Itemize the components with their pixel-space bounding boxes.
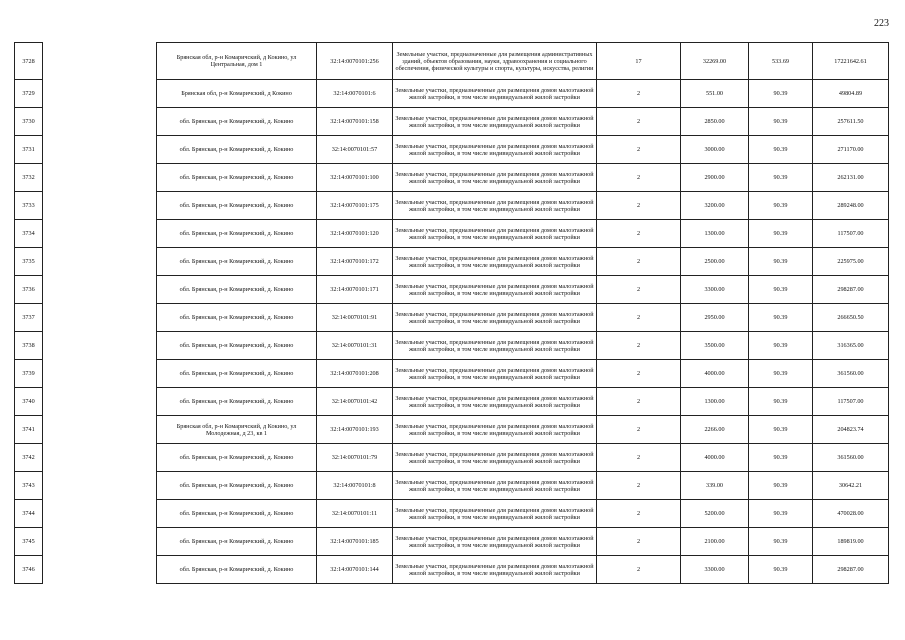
- cadastral-value-cell: 361560.00: [813, 360, 889, 388]
- address-cell: обл. Брянская, р-н Комаричский, д. Кокино: [157, 472, 317, 500]
- table-row: [15, 80, 889, 108]
- specific-value-cell: 90.39: [749, 192, 813, 220]
- cadastral-number-cell: 32:14:0070101:172: [317, 248, 393, 276]
- address-cell: обл. Брянская, р-н Комаричский, д. Кокино: [157, 500, 317, 528]
- use-group-cell: 17: [597, 43, 681, 80]
- cadastral-number-cell: 32:14:0070101:42: [317, 388, 393, 416]
- specific-value-cell: 90.39: [749, 276, 813, 304]
- cadastral-number-cell: 32:14:0070101:171: [317, 276, 393, 304]
- use-group-cell: 2: [597, 388, 681, 416]
- gap-cell: [43, 472, 157, 500]
- specific-value-cell: 90.39: [749, 248, 813, 276]
- use-group-cell: 2: [597, 472, 681, 500]
- table-body: [15, 43, 889, 584]
- row-number-cell: 3739: [15, 360, 43, 388]
- cadastral-value-cell: 257611.50: [813, 108, 889, 136]
- use-group-cell: 2: [597, 556, 681, 584]
- land-use-cell: Земельные участки, предназначенные для размещения домов малоэтажной жилой застройки, в том числе индивидуальной жилой застройки: [393, 444, 597, 472]
- area-cell: 339.00: [681, 472, 749, 500]
- land-use-cell: Земельные участки, предназначенные для размещения домов малоэтажной жилой застройки, в том числе индивидуальной жилой застройки: [393, 416, 597, 444]
- specific-value-cell: 90.39: [749, 500, 813, 528]
- table-row: [15, 416, 889, 444]
- row-number-cell: 3740: [15, 388, 43, 416]
- cadastral-number-cell: 32:14:0070101:175: [317, 192, 393, 220]
- specific-value-cell: 90.39: [749, 108, 813, 136]
- area-cell: 5200.00: [681, 500, 749, 528]
- area-cell: 2100.00: [681, 528, 749, 556]
- row-number-cell: 3728: [15, 43, 43, 80]
- cadastral-value-cell: 298287.00: [813, 276, 889, 304]
- gap-cell: [43, 360, 157, 388]
- specific-value-cell: 90.39: [749, 444, 813, 472]
- gap-cell: [43, 528, 157, 556]
- table-row: [15, 556, 889, 584]
- area-cell: 1300.00: [681, 220, 749, 248]
- gap-cell: [43, 444, 157, 472]
- cadastral-number-cell: 32:14:0070101:57: [317, 136, 393, 164]
- row-number-cell: 3731: [15, 136, 43, 164]
- row-number-cell: 3736: [15, 276, 43, 304]
- address-cell: обл. Брянская, р-н Комаричский, д. Кокино: [157, 136, 317, 164]
- address-cell: обл. Брянская, р-н Комаричский, д. Кокино: [157, 388, 317, 416]
- cadastral-value-cell: 271170.00: [813, 136, 889, 164]
- row-number-cell: 3730: [15, 108, 43, 136]
- cadastral-value-cell: 189819.00: [813, 528, 889, 556]
- address-cell: обл. Брянская, р-н Комаричский, д. Кокино: [157, 332, 317, 360]
- land-use-cell: Земельные участки, предназначенные для размещения домов малоэтажной жилой застройки, в том числе индивидуальной жилой застройки: [393, 528, 597, 556]
- address-cell: Брянская обл, р-н Комаричский, д Кокино: [157, 80, 317, 108]
- use-group-cell: 2: [597, 80, 681, 108]
- specific-value-cell: 90.39: [749, 164, 813, 192]
- area-cell: 3200.00: [681, 192, 749, 220]
- cadastral-value-cell: 225975.00: [813, 248, 889, 276]
- use-group-cell: 2: [597, 528, 681, 556]
- table-row: [15, 360, 889, 388]
- area-cell: 2500.00: [681, 248, 749, 276]
- table-row: [15, 192, 889, 220]
- table-row: [15, 276, 889, 304]
- land-use-cell: Земельные участки, предназначенные для размещения домов малоэтажной жилой застройки, в том числе индивидуальной жилой застройки: [393, 332, 597, 360]
- area-cell: 3300.00: [681, 276, 749, 304]
- land-use-cell: Земельные участки, предназначенные для размещения домов малоэтажной жилой застройки, в том числе индивидуальной жилой застройки: [393, 192, 597, 220]
- cadastral-value-cell: 117507.00: [813, 220, 889, 248]
- cadastral-number-cell: 32:14:0070101:31: [317, 332, 393, 360]
- use-group-cell: 2: [597, 332, 681, 360]
- cadastral-value-cell: 262131.00: [813, 164, 889, 192]
- land-use-cell: Земельные участки, предназначенные для размещения домов малоэтажной жилой застройки, в том числе индивидуальной жилой застройки: [393, 304, 597, 332]
- address-cell: обл. Брянская, р-н Комаричский, д. Кокино: [157, 444, 317, 472]
- cadastral-value-table: [14, 42, 889, 584]
- land-use-cell: Земельные участки, предназначенные для размещения домов малоэтажной жилой застройки, в том числе индивидуальной жилой застройки: [393, 164, 597, 192]
- address-cell: обл. Брянская, р-н Комаричский, д. Кокино: [157, 556, 317, 584]
- use-group-cell: 2: [597, 108, 681, 136]
- gap-cell: [43, 556, 157, 584]
- area-cell: 1300.00: [681, 388, 749, 416]
- gap-cell: [43, 220, 157, 248]
- land-use-cell: Земельные участки, предназначенные для размещения домов малоэтажной жилой застройки, в том числе индивидуальной жилой застройки: [393, 248, 597, 276]
- row-number-cell: 3737: [15, 304, 43, 332]
- specific-value-cell: 90.39: [749, 388, 813, 416]
- table-row: [15, 164, 889, 192]
- row-number-cell: 3743: [15, 472, 43, 500]
- cadastral-value-cell: 17221642.61: [813, 43, 889, 80]
- cadastral-number-cell: 32:14:0070101:193: [317, 416, 393, 444]
- specific-value-cell: 533.69: [749, 43, 813, 80]
- table-row: [15, 332, 889, 360]
- cadastral-number-cell: 32:14:0070101:144: [317, 556, 393, 584]
- gap-cell: [43, 192, 157, 220]
- specific-value-cell: 90.39: [749, 360, 813, 388]
- use-group-cell: 2: [597, 360, 681, 388]
- cadastral-number-cell: 32:14:0070101:120: [317, 220, 393, 248]
- use-group-cell: 2: [597, 136, 681, 164]
- land-use-cell: Земельные участки, предназначенные для размещения домов малоэтажной жилой застройки, в том числе индивидуальной жилой застройки: [393, 556, 597, 584]
- cadastral-number-cell: 32:14:0070101:158: [317, 108, 393, 136]
- specific-value-cell: 90.39: [749, 136, 813, 164]
- land-use-cell: Земельные участки, предназначенные для размещения домов малоэтажной жилой застройки, в том числе индивидуальной жилой застройки: [393, 220, 597, 248]
- row-number-cell: 3746: [15, 556, 43, 584]
- address-cell: обл. Брянская, р-н Комаричский, д. Кокино: [157, 108, 317, 136]
- use-group-cell: 2: [597, 276, 681, 304]
- use-group-cell: 2: [597, 220, 681, 248]
- area-cell: 4000.00: [681, 360, 749, 388]
- row-number-cell: 3733: [15, 192, 43, 220]
- gap-cell: [43, 136, 157, 164]
- land-use-cell: Земельные участки, предназначенные для размещения домов малоэтажной жилой застройки, в том числе индивидуальной жилой застройки: [393, 388, 597, 416]
- cadastral-number-cell: 32:14:0070101:79: [317, 444, 393, 472]
- specific-value-cell: 90.39: [749, 304, 813, 332]
- gap-cell: [43, 304, 157, 332]
- cadastral-number-cell: 32:14:0070101:11: [317, 500, 393, 528]
- cadastral-value-cell: 117507.00: [813, 388, 889, 416]
- address-cell: обл. Брянская, р-н Комаричский, д. Кокино: [157, 164, 317, 192]
- table-row: [15, 108, 889, 136]
- land-use-cell: Земельные участки, предназначенные для размещения административных зданий, объектов образования, науки, здравоохранения и социального обеспечения, физической культуры и спорта, культуры, искусства, религии: [393, 43, 597, 80]
- row-number-cell: 3742: [15, 444, 43, 472]
- table-row: [15, 248, 889, 276]
- use-group-cell: 2: [597, 192, 681, 220]
- cadastral-number-cell: 32:14:0070101:91: [317, 304, 393, 332]
- specific-value-cell: 90.39: [749, 556, 813, 584]
- specific-value-cell: 90.39: [749, 332, 813, 360]
- table-row: [15, 43, 889, 80]
- address-cell: обл. Брянская, р-н Комаричский, д. Кокино: [157, 276, 317, 304]
- row-number-cell: 3745: [15, 528, 43, 556]
- address-cell: обл. Брянская, р-н Комаричский, д. Кокино: [157, 192, 317, 220]
- use-group-cell: 2: [597, 248, 681, 276]
- area-cell: 2850.00: [681, 108, 749, 136]
- specific-value-cell: 90.39: [749, 80, 813, 108]
- area-cell: 2900.00: [681, 164, 749, 192]
- cadastral-value-cell: 266650.50: [813, 304, 889, 332]
- cadastral-value-cell: 204823.74: [813, 416, 889, 444]
- gap-cell: [43, 164, 157, 192]
- cadastral-value-cell: 289248.00: [813, 192, 889, 220]
- area-cell: 3500.00: [681, 332, 749, 360]
- row-number-cell: 3735: [15, 248, 43, 276]
- use-group-cell: 2: [597, 304, 681, 332]
- row-number-cell: 3744: [15, 500, 43, 528]
- area-cell: 3300.00: [681, 556, 749, 584]
- table-row: [15, 444, 889, 472]
- cadastral-value-cell: 30642.21: [813, 472, 889, 500]
- land-use-cell: Земельные участки, предназначенные для размещения домов малоэтажной жилой застройки, в том числе индивидуальной жилой застройки: [393, 500, 597, 528]
- row-number-cell: 3732: [15, 164, 43, 192]
- row-number-cell: 3734: [15, 220, 43, 248]
- cadastral-value-cell: 316365.00: [813, 332, 889, 360]
- area-cell: 3000.00: [681, 136, 749, 164]
- specific-value-cell: 90.39: [749, 528, 813, 556]
- specific-value-cell: 90.39: [749, 416, 813, 444]
- row-number-cell: 3729: [15, 80, 43, 108]
- address-cell: обл. Брянская, р-н Комаричский, д. Кокино: [157, 360, 317, 388]
- table-row: [15, 220, 889, 248]
- gap-cell: [43, 276, 157, 304]
- cadastral-number-cell: 32:14:0070101:100: [317, 164, 393, 192]
- land-use-cell: Земельные участки, предназначенные для размещения домов малоэтажной жилой застройки, в том числе индивидуальной жилой застройки: [393, 80, 597, 108]
- address-cell: обл. Брянская, р-н Комаричский, д. Кокино: [157, 528, 317, 556]
- address-cell: Брянская обл, р-н Комаричский, д Кокино, ул Центральная, дом 1: [157, 43, 317, 80]
- address-cell: обл. Брянская, р-н Комаричский, д. Кокино: [157, 220, 317, 248]
- page-number: 223: [874, 18, 889, 29]
- cadastral-number-cell: 32:14:0070101:185: [317, 528, 393, 556]
- row-number-cell: 3738: [15, 332, 43, 360]
- gap-cell: [43, 248, 157, 276]
- table-row: [15, 136, 889, 164]
- cadastral-value-cell: 361560.00: [813, 444, 889, 472]
- cadastral-number-cell: 32:14:0070101:8: [317, 472, 393, 500]
- table-row: [15, 388, 889, 416]
- cadastral-number-cell: 32:14:0070101:6: [317, 80, 393, 108]
- use-group-cell: 2: [597, 416, 681, 444]
- table-row: [15, 472, 889, 500]
- area-cell: 2266.00: [681, 416, 749, 444]
- cadastral-value-cell: 298287.00: [813, 556, 889, 584]
- land-use-cell: Земельные участки, предназначенные для размещения домов малоэтажной жилой застройки, в том числе индивидуальной жилой застройки: [393, 276, 597, 304]
- gap-cell: [43, 108, 157, 136]
- table-row: [15, 304, 889, 332]
- land-use-cell: Земельные участки, предназначенные для размещения домов малоэтажной жилой застройки, в том числе индивидуальной жилой застройки: [393, 108, 597, 136]
- land-use-cell: Земельные участки, предназначенные для размещения домов малоэтажной жилой застройки, в том числе индивидуальной жилой застройки: [393, 136, 597, 164]
- gap-cell: [43, 416, 157, 444]
- land-use-cell: Земельные участки, предназначенные для размещения домов малоэтажной жилой застройки, в том числе индивидуальной жилой застройки: [393, 472, 597, 500]
- address-cell: обл. Брянская, р-н Комаричский, д. Кокино: [157, 304, 317, 332]
- gap-cell: [43, 332, 157, 360]
- use-group-cell: 2: [597, 444, 681, 472]
- cadastral-value-cell: 470028.00: [813, 500, 889, 528]
- use-group-cell: 2: [597, 164, 681, 192]
- gap-cell: [43, 80, 157, 108]
- cadastral-value-cell: 49804.89: [813, 80, 889, 108]
- use-group-cell: 2: [597, 500, 681, 528]
- cadastral-number-cell: 32:14:0070101:208: [317, 360, 393, 388]
- gap-cell: [43, 388, 157, 416]
- table-row: [15, 528, 889, 556]
- specific-value-cell: 90.39: [749, 220, 813, 248]
- area-cell: 4000.00: [681, 444, 749, 472]
- land-use-cell: Земельные участки, предназначенные для размещения домов малоэтажной жилой застройки, в том числе индивидуальной жилой застройки: [393, 360, 597, 388]
- row-number-cell: 3741: [15, 416, 43, 444]
- specific-value-cell: 90.39: [749, 472, 813, 500]
- gap-cell: [43, 500, 157, 528]
- area-cell: 551.00: [681, 80, 749, 108]
- area-cell: 2950.00: [681, 304, 749, 332]
- address-cell: обл. Брянская, р-н Комаричский, д. Кокино: [157, 248, 317, 276]
- table-row: [15, 500, 889, 528]
- gap-cell: [43, 43, 157, 80]
- address-cell: Брянская обл, р-н Комаричский, д Кокино, ул Молодежная, д 23, кв 1: [157, 416, 317, 444]
- cadastral-number-cell: 32:14:0070101:256: [317, 43, 393, 80]
- area-cell: 32269.00: [681, 43, 749, 80]
